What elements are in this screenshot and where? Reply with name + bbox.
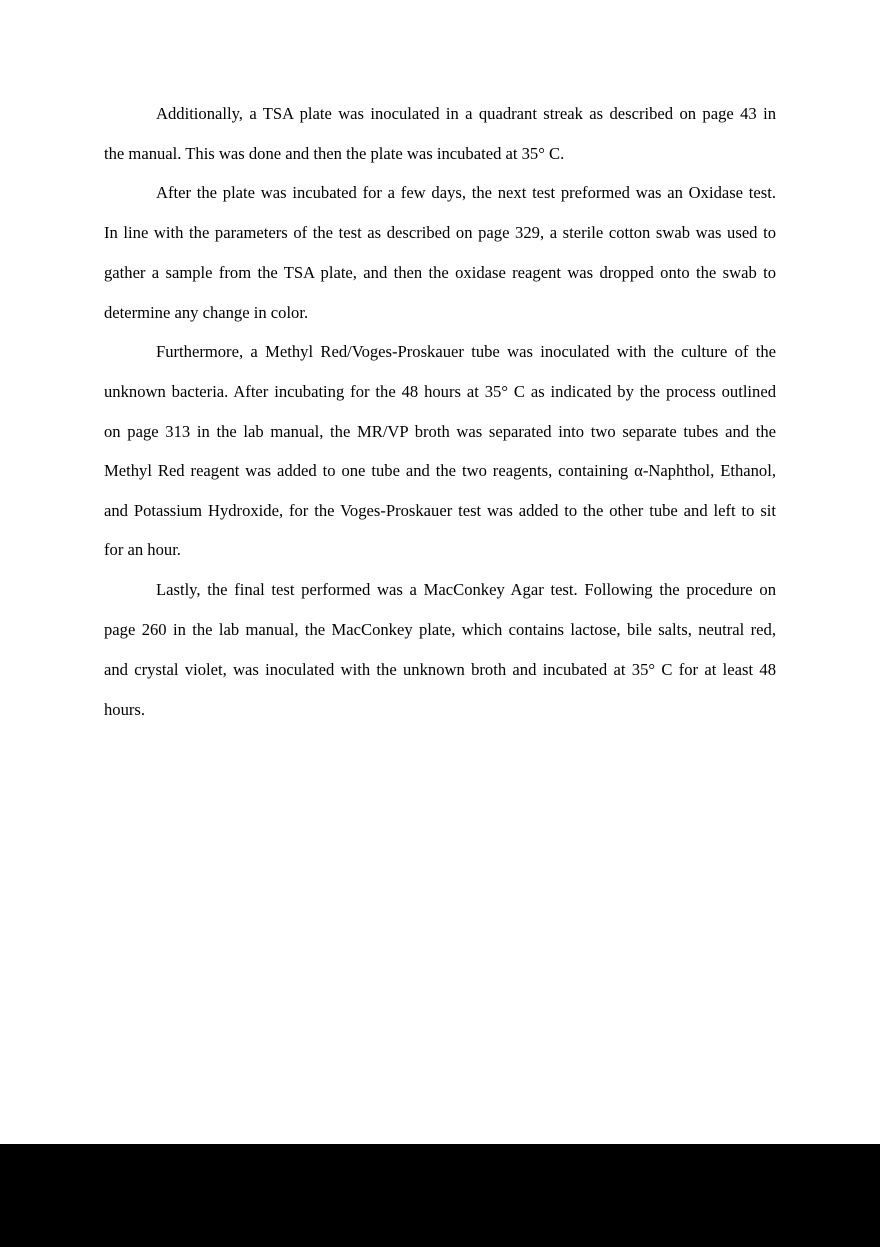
paragraph-3-line-3: on page 313 in the lab manual, the MR/VP broth was separated into two separate tubes and the [104,422,776,441]
paragraph-3-line-5: and Potassium Hydroxide, for the Voges-Proskauer test was added to the other tube and left to sit [104,501,776,520]
paragraph-3-line-2: unknown bacteria. After incubating for the 48 hours at 35° C as indicated by the process outlined [104,382,776,401]
paragraph-2-line-3: gather a sample from the TSA plate, and then the oxidase reagent was dropped onto the swab to [104,263,776,282]
paragraph-4-line-3: and crystal violet, was inoculated with the unknown broth and incubated at 35° C for at least 48 [104,660,776,679]
paragraph-4-line-1: Lastly, the final test performed was a MacConkey Agar test. Following the procedure on [156,580,776,599]
paragraph-4-line-2: page 260 in the lab manual, the MacConkey plate, which contains lactose, bile salts, neutral red, [104,620,776,639]
paragraph-4-line-4: hours. [104,700,146,719]
paragraph-1-line-2: the manual. This was done and then the plate was incubated at 35° C. [104,144,565,163]
paragraph-3-line-4: Methyl Red reagent was added to one tube and the two reagents, containing α-Naphthol, Ethanol, [104,461,776,480]
bottom-black-band [0,1144,880,1247]
paragraph-1-line-1: Additionally, a TSA plate was inoculated in a quadrant streak as described on page 43 in [156,104,776,123]
paragraph-2-line-1: After the plate was incubated for a few days, the next test preformed was an Oxidase test. [156,183,776,202]
paragraph-2-line-4: determine any change in color. [104,303,309,322]
paragraph-3-line-6: for an hour. [104,540,181,559]
paragraph-3-line-1: Furthermore, a Methyl Red/Voges-Proskauer tube was inoculated with the culture of the [156,342,776,361]
paragraph-2-line-2: In line with the parameters of the test as described on page 329, a sterile cotton swab was used to [104,223,776,242]
